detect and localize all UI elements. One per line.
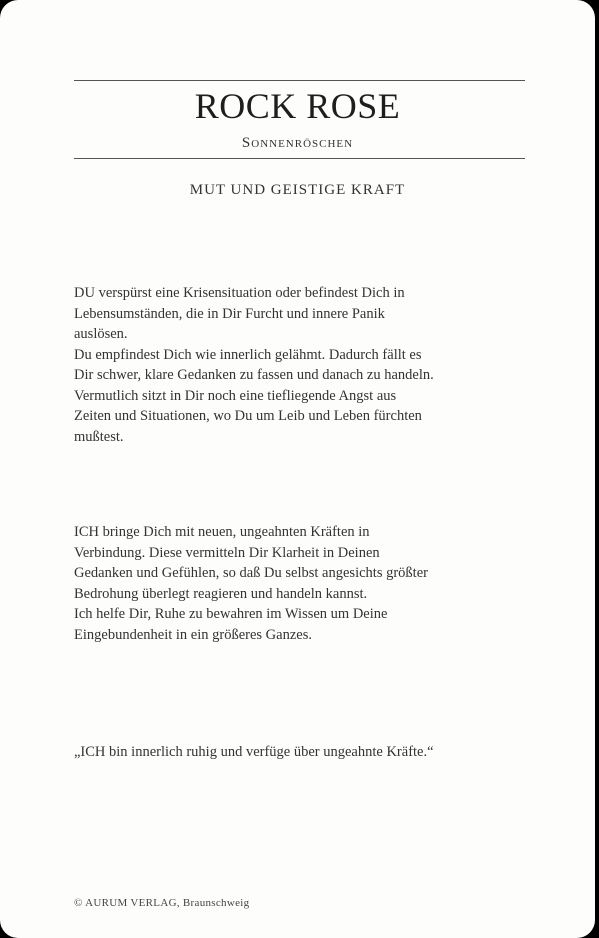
- card-title: ROCK ROSE: [194, 86, 401, 126]
- bottom-divider: [74, 158, 525, 159]
- paragraph-line: Du empfindest Dich wie innerlich gelähmt. Dadurch fällt es: [74, 346, 422, 363]
- top-divider: [74, 80, 525, 81]
- paragraph-line: auslösen.: [74, 326, 128, 342]
- paragraph-line: mußtest.: [74, 428, 124, 445]
- copyright-notice: © AURUM VERLAG, Braunschweig: [74, 897, 250, 909]
- paragraph-problem: [74, 283, 544, 447]
- affirmation-quote: „ICH bin innerlich ruhig und verfüge über ungeahnte Kräfte.“: [74, 744, 434, 760]
- paragraph-line: Dir schwer, klare Gedanken zu fassen und danach zu handeln.: [74, 367, 434, 383]
- paragraph-line: Gedanken und Gefühlen, so daß Du selbst angesichts größter: [74, 565, 428, 581]
- paragraph-line: DU verspürst eine Krisensituation oder befindest Dich in: [74, 285, 405, 301]
- paragraph-line: Verbindung. Diese vermitteln Dir Klarheit in Deinen: [74, 544, 380, 561]
- paragraph-line: Lebensumständen, die in Dir Furcht und innere Panik: [74, 305, 385, 322]
- paragraph-line: Vermutlich sitzt in Dir noch eine tiefliegende Angst aus: [74, 387, 397, 404]
- paragraph-line: ICH bringe Dich mit neuen, ungeahnten Kräften in: [74, 524, 370, 540]
- paragraph-line: Eingebundenheit in ein größeres Ganzes.: [74, 626, 312, 643]
- paragraph-line: Ich helfe Dir, Ruhe zu bewahren im Wissen um Deine: [74, 606, 388, 622]
- card-subtitle: Sonnenröschen: [241, 135, 354, 151]
- paragraph-line: Zeiten und Situationen, wo Du um Leib und Leben fürchten: [74, 408, 422, 424]
- paragraph-line: Bedrohung überlegt reagieren und handeln kannst.: [74, 585, 368, 602]
- paragraph-help: [74, 522, 544, 645]
- card-motto: MUT UND GEISTIGE KRAFT: [189, 182, 406, 198]
